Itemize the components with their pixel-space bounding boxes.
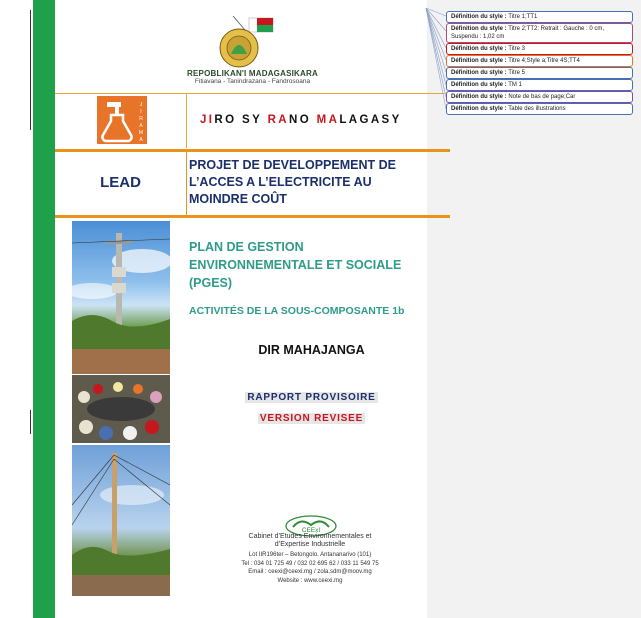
comment-label: Définition du style : [451,94,507,100]
meeting-photo [72,375,170,443]
jirama-name-part: LAGASY [339,114,402,126]
electric-pole-photo [72,221,170,374]
report-status-text: RAPPORT PROVISOIRE [247,392,376,403]
jirama-name-part: NO [289,114,317,126]
comment-label: Définition du style : [451,106,507,112]
ceexi-name [210,533,410,549]
jirama-name-part: JI [200,114,215,126]
ceexi-logo-text: CEExI [301,527,321,534]
style-comment[interactable] [446,11,633,23]
style-comment[interactable] [446,79,633,91]
jirama-logo-letter: M [138,130,144,136]
jirama-full-name [200,114,440,126]
comment-value: Titre 2;TT2: Retrait : Gauche : 0 cm, Suspendu : 1,02 cm [451,26,605,40]
jirama-logo-letter: R [139,116,143,122]
style-comment[interactable] [446,23,633,43]
project-title: PROJET DE DEVELOPPEMENT DE L’ACCES A L’ELECTRICITE AU MOINDRE COÛT [189,158,396,206]
orange-rule [55,215,450,218]
jirama-logo-icon [97,96,147,144]
comment-label: Définition du style : [451,14,507,20]
green-side-band [33,0,55,618]
comment-label: Définition du style : [451,70,507,76]
lead-label: LEAD [100,174,141,191]
comment-label: Définition du style : [451,58,507,64]
comment-value: Titre 4;Style a;Titre 4S;TT4 [508,58,580,64]
comment-label: Définition du style : [451,26,507,32]
power-line-photo [72,445,170,596]
report-title: PLAN DE GESTION ENVIRONNEMENTALE ET SOCIALE (PGES) [189,240,402,290]
jirama-logo-letter: J [139,102,143,108]
margin-bar [30,410,31,434]
report-status [189,392,434,403]
style-comment[interactable] [446,91,633,103]
comment-value: TM 1 [508,82,522,88]
jirama-logo-letter: A [139,123,143,129]
lead-divider [186,152,187,215]
republic-name: REPOBLIKAN'I MADAGASIKARA [187,69,318,78]
report-version-text: VERSION REVISEE [259,413,364,424]
jirama-logo-letter: A [139,137,143,143]
jirama-name-part: RA [267,114,290,126]
jirama-name-part: MA [316,114,340,126]
republic-motto: Fitiavana - Tanindrazana - Fandrosoana [194,78,311,85]
comment-value: Titre 3 [508,46,526,52]
style-comment[interactable] [446,43,633,55]
ceexi-email[interactable]: Email : ceexi@ceexi.mg / zola.sdm@moov.mg [248,569,372,575]
comment-label: Définition du style : [451,82,507,88]
style-comment[interactable] [446,67,633,79]
ceexi-contact [205,551,415,585]
orange-rule [55,149,450,152]
report-version [189,413,434,424]
style-comment[interactable] [446,103,633,115]
margin-bar [30,10,31,130]
comment-value: Titre 5 [508,70,526,76]
comment-value: Table des illustrations [508,106,566,112]
ceexi-phone: Tel : 034 01 725 49 / 032 02 695 62 / 033 11 549 75 [241,560,379,567]
madagascar-emblem [213,14,293,74]
jirama-divider [186,93,187,148]
jirama-logo-letter: I [140,109,142,115]
direction-label: DIR MAHAJANGA [258,343,365,357]
comment-value: Note de bas de page;Car [508,94,576,100]
comment-value: Titre 1;TT1 [508,14,538,20]
style-comment[interactable] [446,55,633,67]
ceexi-address: Lot IIR196ter – Betongolo. Antananarivo (101) [248,552,372,558]
ceexi-name-line: d’Expertise Industrielle [274,541,346,548]
comment-label: Définition du style : [451,46,507,52]
report-subtitle: ACTIVITÉS DE LA SOUS-COMPOSANTE 1b [189,305,405,317]
jirama-name-part: RO SY [214,114,268,126]
ceexi-name-line: Cabinet d’Etudes Environnementales et [248,533,372,540]
ceexi-website[interactable]: Website : www.ceexi.mg [277,577,343,584]
